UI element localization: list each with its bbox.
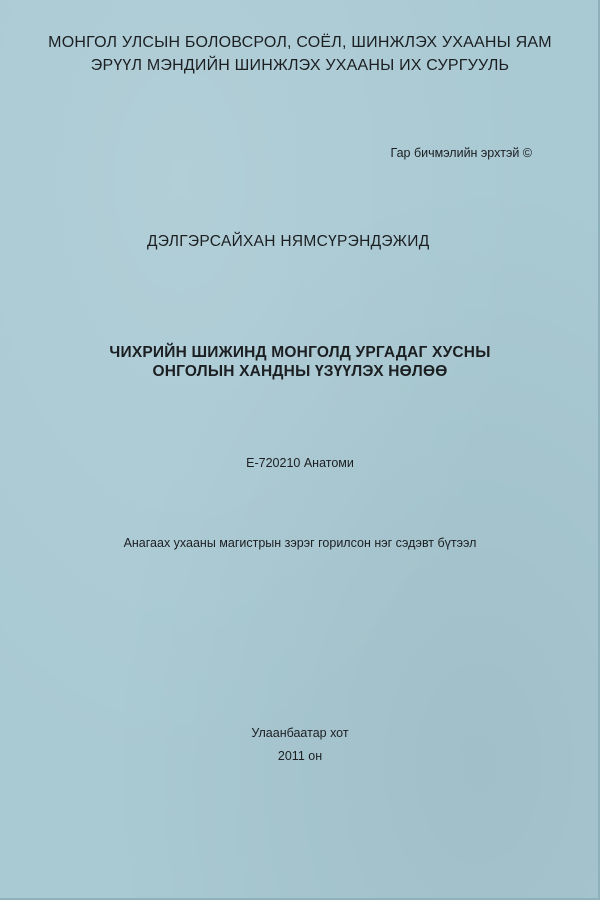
copyright-notice: Гар бичмэлийн эрхтэй ©	[390, 146, 532, 160]
university-name: ЭРҮҮЛ МЭНДИЙН ШИНЖЛЭХ УХААНЫ ИХ СУРГУУЛЬ	[90, 57, 510, 74]
specialty-code: Е-720210 Анатоми	[246, 456, 354, 470]
author-name: ДЭЛГЭРСАЙХАН НЯМСҮРЭНДЭЖИД	[147, 233, 430, 250]
place-of-publication: Улаанбаатар хот	[251, 726, 349, 740]
degree-statement: Анагаах ухааны магистрын зэрэг горилсон нэг сэдэвт бүтээл	[123, 536, 477, 550]
ministry-name: МОНГОЛ УЛСЫН БОЛОВСРОЛ, СОЁЛ, ШИНЖЛЭХ УХААНЫ ЯАМ	[48, 34, 552, 51]
publication-year: 2011 он	[277, 749, 323, 763]
thesis-title-line-2: ОНГОЛЫН ХАНДНЫ ҮЗҮҮЛЭХ НӨЛӨӨ	[152, 363, 448, 380]
thesis-title-line-1: ЧИХРИЙН ШИЖИНД МОНГОЛД УРГАДАГ ХУСНЫ	[109, 344, 491, 361]
